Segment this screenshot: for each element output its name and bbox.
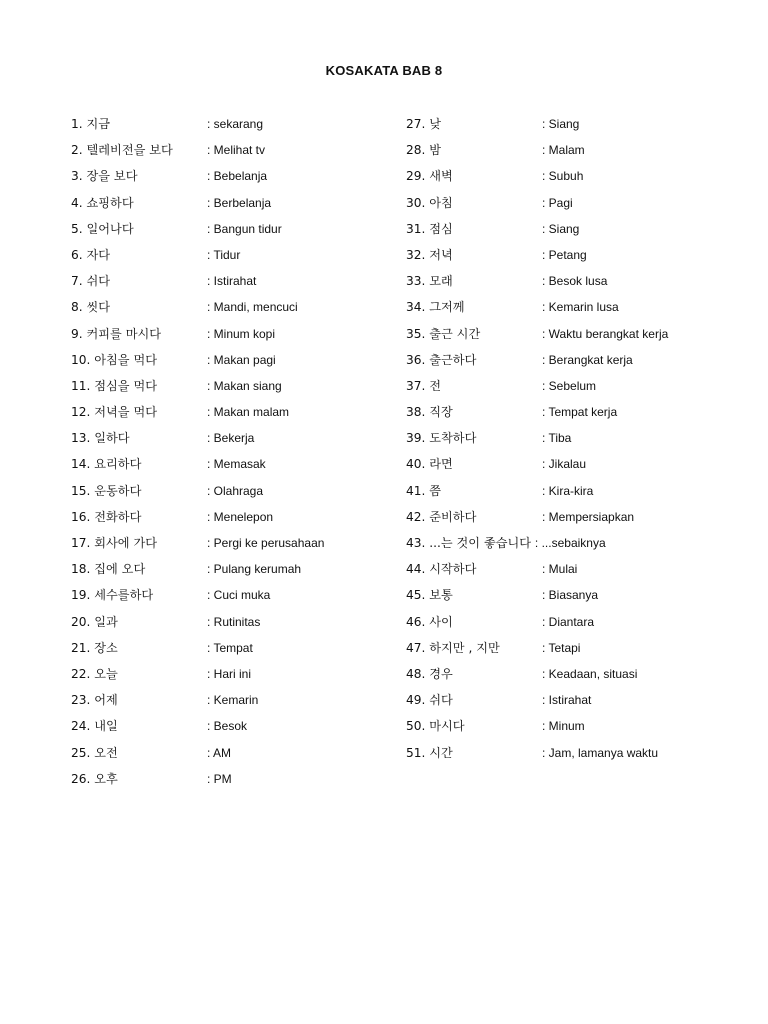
vocab-term: 3. 장을 보다 (71, 169, 138, 184)
vocab-term: 28. 밤 (406, 143, 442, 158)
vocab-term: 6. 자다 (71, 247, 111, 262)
vocab-term: 30. 아침 (406, 195, 453, 210)
vocab-term: 17. 회사에 가다 (71, 536, 157, 550)
vocab-meaning: : Makan malam (207, 405, 290, 420)
vocab-entry (406, 271, 606, 297)
vocab-term: 15. 운동하다 (71, 483, 142, 498)
vocab-term: 22. 오늘 (71, 666, 118, 681)
vocab-meaning: : Bebelanja (207, 169, 268, 184)
vocab-meaning: : Istirahat (542, 693, 592, 708)
vocab-term: 19. 세수를하다 (71, 588, 154, 603)
vocab-entry (406, 507, 635, 533)
vocab-term: 12. 저녁을 먹다 (71, 405, 157, 420)
vocab-meaning: : Menelepon (207, 509, 274, 524)
vocab-term: 18. 집에 오다 (71, 562, 146, 577)
vocab-term: 35. 출근 시간 (406, 326, 481, 341)
vocab-term: 21. 장소 (71, 640, 118, 655)
vocab-term: 10. 아침을 먹다 (71, 352, 157, 367)
vocab-term: 42. 준비하다 (406, 509, 477, 524)
vocab-meaning: : Kira-kira (542, 483, 594, 498)
vocab-meaning: : sekarang (207, 117, 264, 131)
vocab-meaning: : Tempat kerja (542, 405, 618, 420)
vocab-entry (406, 716, 606, 742)
vocab-meaning: : Tiba (542, 431, 572, 446)
vocab-entry (406, 481, 606, 507)
vocab-meaning: : Kemarin (207, 693, 259, 708)
vocab-term: 31. 점심 (406, 221, 453, 236)
vocab-meaning: : Tempat (207, 640, 253, 655)
vocab-meaning: : Sebelum (542, 378, 597, 393)
vocab-meaning: : Berbelanja (207, 195, 272, 210)
vocab-entry (406, 690, 606, 716)
vocab-term: 47. 하지만 , 지만 (406, 640, 500, 655)
vocab-meaning: : Siang (542, 117, 580, 131)
vocab-entry (406, 664, 638, 690)
vocab-meaning: : Siang (542, 221, 580, 236)
vocab-meaning: : Memasak (207, 457, 266, 472)
vocab-meaning: : ...sebaiknya (534, 536, 606, 550)
vocab-term: 46. 사이 (406, 614, 453, 629)
vocab-term: 38. 직장 (406, 405, 453, 420)
vocab-entry (406, 297, 619, 323)
vocab-meaning: : Pagi (542, 195, 573, 210)
vocab-meaning: : Jikalau (542, 457, 587, 472)
vocab-entry (406, 402, 618, 428)
vocab-term: 48. 경우 (406, 666, 453, 681)
vocab-entry (406, 245, 606, 271)
vocab-meaning: : Subuh (542, 169, 584, 184)
vocab-entry (406, 612, 606, 638)
vocab-meaning: : Keadaan, situasi (542, 666, 638, 681)
vocab-entry (406, 350, 633, 376)
vocab-entry (406, 559, 606, 585)
vocab-term: 37. 전 (406, 378, 442, 393)
vocab-meaning: : Mulai (542, 562, 578, 577)
vocab-term: 50. 마시다 (406, 719, 465, 734)
vocab-term: 32. 저녁 (406, 247, 453, 262)
vocab-meaning: : Bekerja (207, 431, 255, 446)
vocab-term: 1. 지금 (71, 117, 111, 131)
vocab-term: 36. 출근하다 (406, 352, 477, 367)
vocab-meaning: : Melihat tv (207, 143, 266, 158)
vocab-entry (406, 533, 606, 559)
vocab-meaning: : Olahraga (207, 483, 264, 498)
vocab-meaning: : Hari ini (207, 666, 252, 681)
vocab-entry (406, 140, 606, 166)
vocab-term: 26. 오후 (71, 771, 118, 786)
vocab-term: 23. 어제 (71, 693, 118, 708)
vocab-meaning: : Makan pagi (207, 352, 276, 367)
vocab-meaning: : Kemarin lusa (542, 300, 619, 315)
vocab-meaning: : Minum kopi (207, 326, 276, 341)
vocab-term: 29. 새벽 (406, 169, 453, 184)
vocab-meaning: : Jam, lamanya waktu (542, 745, 659, 760)
vocab-meaning: : Berangkat kerja (542, 352, 633, 367)
vocab-term: 49. 쉬다 (406, 693, 453, 708)
vocab-term: 5. 일어나다 (71, 221, 134, 236)
vocab-entry (406, 324, 669, 350)
vocab-meaning: : Waktu berangkat kerja (542, 326, 669, 341)
vocab-term: 39. 도착하다 (406, 431, 477, 446)
vocab-entry (406, 166, 606, 192)
vocab-list-right (406, 114, 669, 769)
vocab-meaning: : Mempersiapkan (542, 509, 635, 524)
vocab-term: 16. 전화하다 (71, 509, 142, 524)
vocab-meaning: : Pulang kerumah (207, 562, 302, 577)
vocab-meaning: : Tetapi (542, 640, 581, 655)
vocab-meaning: : AM (207, 745, 232, 760)
vocab-meaning: : Petang (542, 247, 587, 262)
vocab-term: 33. 모래 (406, 274, 453, 289)
vocab-entry (406, 585, 606, 611)
vocab-term: 41. 쯤 (406, 483, 442, 498)
vocab-term: 13. 일하다 (71, 431, 130, 446)
vocab-meaning: : Mandi, mencuci (207, 300, 298, 315)
vocab-term: 44. 시작하다 (406, 562, 477, 577)
vocab-entry (406, 219, 606, 245)
vocab-meaning: : Cuci muka (207, 588, 271, 603)
vocab-meaning: : Biasanya (542, 588, 599, 603)
vocab-meaning: : Malam (542, 143, 585, 158)
vocab-meaning: : Pergi ke perusahaan (207, 536, 325, 550)
vocab-term: 43. ...는 것이 좋습니다 (406, 536, 532, 550)
vocab-entry (406, 638, 606, 664)
vocab-term: 51. 시간 (406, 745, 453, 760)
vocab-meaning: : Rutinitas (207, 614, 261, 629)
vocab-meaning: : Bangun tidur (207, 221, 282, 236)
vocab-meaning: : Istirahat (207, 274, 257, 289)
vocab-entry (406, 428, 606, 454)
vocab-entry (406, 376, 606, 402)
vocab-meaning: : Diantara (542, 614, 595, 629)
vocab-term: 20. 일과 (71, 614, 118, 629)
vocab-term: 7. 쉬다 (71, 274, 111, 289)
vocab-term: 9. 커피를 마시다 (71, 326, 162, 341)
vocab-meaning: : Besok lusa (542, 274, 608, 289)
vocab-entry (406, 743, 659, 769)
vocab-term: 25. 오전 (71, 745, 118, 760)
vocab-term: 40. 라면 (406, 457, 453, 472)
vocab-meaning: : Tidur (207, 247, 241, 262)
vocab-entry (406, 454, 606, 480)
vocab-meaning: : Besok (207, 719, 248, 734)
vocab-meaning: : PM (207, 771, 232, 786)
vocab-term: 14. 요리하다 (71, 457, 142, 472)
vocab-term: 11. 점심을 먹다 (71, 378, 157, 393)
vocab-term: 34. 그저께 (406, 300, 465, 315)
page-title: KOSAKATA BAB 8 (325, 63, 443, 78)
vocab-term: 45. 보통 (406, 588, 453, 603)
vocab-meaning: : Minum (542, 719, 585, 734)
vocab-entry (406, 114, 606, 140)
vocab-term: 24. 내일 (71, 719, 118, 734)
vocab-meaning: : Makan siang (207, 378, 282, 393)
vocab-entry (406, 193, 606, 219)
vocab-term: 27. 낮 (406, 117, 442, 131)
vocab-term: 8. 씻다 (71, 300, 111, 315)
vocab-term: 4. 쇼핑하다 (71, 195, 134, 210)
vocab-term: 2. 텔레비전을 보다 (71, 143, 173, 158)
